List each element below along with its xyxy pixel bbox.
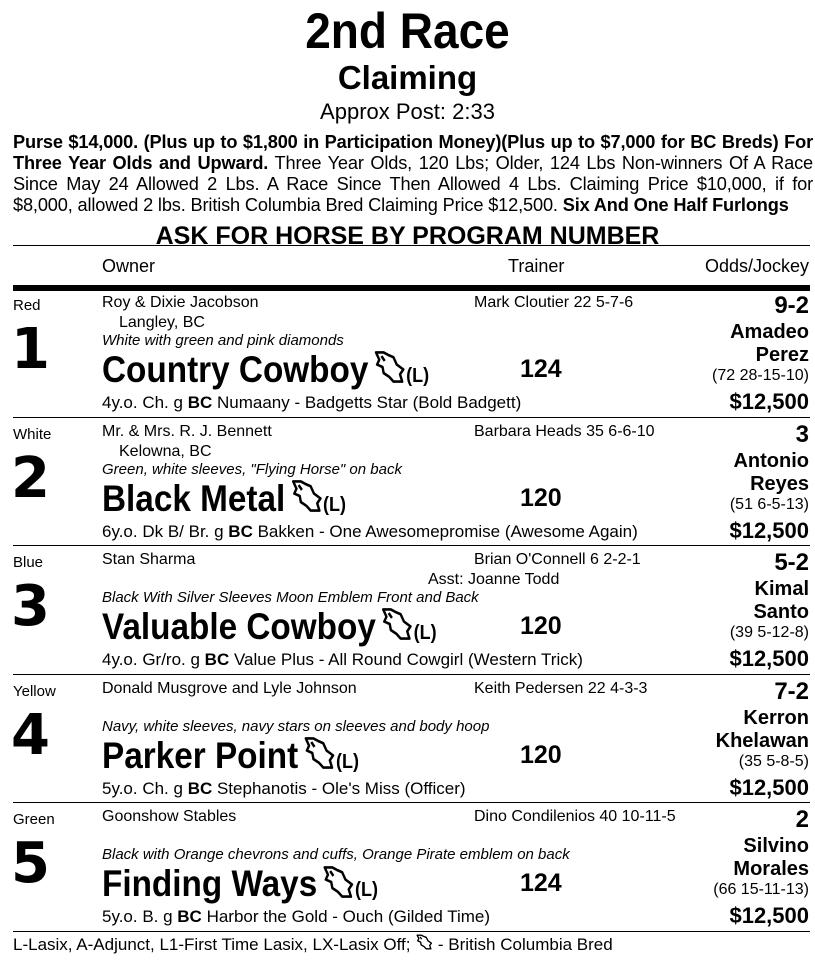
bc-bred-tag: BC (204, 650, 230, 670)
program-number: 2 (11, 445, 50, 511)
trainer: Barbara Heads 35 6-6-10 (474, 422, 655, 440)
medication: (L) (413, 622, 437, 645)
morning-line-odds: 9-2 (774, 292, 809, 319)
entry-divider (13, 931, 810, 932)
bc-map-icon (379, 607, 413, 651)
program-number: 5 (11, 831, 50, 897)
bc-map-icon (289, 479, 323, 523)
conditions-distance: Six And One Half Furlongs (562, 195, 789, 215)
program-number-banner: ASK FOR HORSE BY PROGRAM NUMBER (155, 222, 660, 250)
pedigree-age-sex: 5y.o. B. g (102, 907, 178, 927)
jockey-last-name: Khelawan (715, 729, 809, 752)
horse-name: Finding Ways (102, 863, 318, 905)
entry-divider (13, 802, 810, 803)
morning-line-odds: 3 (795, 420, 809, 448)
conditions-body: Three Year Olds, 120 Lbs; Older, 124 Lbs Non-winners Of A Race Since May 24 Allowed 2 Lbs. A Race Since Then Allowed 4 Lbs. Claiming Price $10,000, if for $8,000, allowed 2 lbs. British Columbia Bred Claiming Price $12,500. (13, 153, 813, 215)
saddlecloth-color: Yellow (13, 682, 56, 700)
pedigree (102, 779, 466, 799)
jockey-record: (51 6-5-13) (729, 495, 809, 513)
weight: 124 (520, 869, 562, 898)
jockey-record: (72 28-15-10) (712, 367, 809, 384)
trainer: Mark Cloutier 22 5-7-6 (474, 294, 634, 311)
post-time: Approx Post: 2:33 (320, 99, 495, 124)
pedigree-age-sex: 4y.o. Gr/ro. g (102, 650, 205, 670)
horse-name-line (102, 477, 346, 527)
owner-name: Mr. & Mrs. R. J. Bennett (102, 422, 272, 440)
race-type: Claiming (337, 59, 478, 96)
header-rule (13, 285, 810, 291)
claiming-price: $12,500 (729, 903, 809, 929)
horse-name: Valuable Cowboy (102, 606, 376, 648)
medication: (L) (323, 493, 347, 516)
legend-text: L-Lasix, A-Adjunct, L1-First Time Lasix, LX-Lasix Off; (13, 935, 416, 954)
claiming-price: $12,500 (729, 646, 809, 672)
bc-bred-tag: BC (187, 778, 213, 798)
silks-description: Black with Orange chevrons and cuffs, Orange Pirate emblem on back (102, 846, 570, 864)
pedigree (102, 907, 490, 927)
jockey-record: (66 15-11-13) (713, 881, 809, 899)
column-header-odds-jockey: Odds/Jockey (704, 256, 809, 276)
weight: 124 (520, 355, 562, 383)
trainer: Brian O'Connell 6 2-2-1 (474, 551, 641, 569)
medication: (L) (335, 750, 359, 773)
pedigree (102, 650, 583, 670)
jockey-first-name: Kerron (743, 706, 809, 729)
owner-name: Donald Musgrove and Lyle Johnson (102, 679, 357, 697)
race-title: 2nd Race (305, 3, 510, 59)
horse-name-line (102, 605, 437, 655)
morning-line-odds: 7-2 (774, 677, 809, 705)
weight: 120 (520, 483, 562, 512)
horse-name: Country Cowboy (102, 349, 369, 390)
pedigree-age-sex: 4y.o. Ch. g (102, 393, 188, 412)
owner-name: Roy & Dixie Jacobson (102, 294, 259, 311)
assistant-trainer: Asst: Joanne Todd (428, 571, 560, 589)
morning-line-odds: 5-2 (774, 549, 809, 577)
jockey-last-name: Morales (733, 858, 809, 881)
program-number: 3 (11, 574, 50, 640)
column-header-trainer: Trainer (508, 256, 565, 276)
owner-name: Stan Sharma (102, 551, 196, 569)
entry-divider (13, 674, 810, 675)
jockey-last-name: Perez (755, 344, 809, 366)
bc-bred-tag: BC (187, 393, 213, 412)
claiming-price: $12,500 (729, 774, 809, 800)
entry-divider (13, 545, 810, 546)
race-conditions (13, 132, 813, 216)
jockey-first-name: Kimal (754, 578, 809, 601)
horse-name-line (102, 348, 429, 398)
pedigree (102, 522, 638, 542)
trainer: Dino Condilenios 40 10-11-5 (474, 808, 676, 826)
legend-bc-label: - British Columbia Bred (433, 935, 613, 954)
medication: (L) (406, 365, 430, 387)
saddlecloth-color: Green (13, 811, 55, 829)
pedigree (102, 393, 521, 413)
bc-map-icon (302, 736, 336, 780)
weight: 120 (520, 740, 562, 769)
bc-map-icon (415, 935, 433, 954)
jockey-last-name: Santo (753, 601, 809, 624)
jockey-last-name: Reyes (750, 472, 809, 495)
bc-map-icon (321, 865, 355, 909)
silks-description: White with green and pink diamonds (102, 332, 344, 349)
legend (13, 934, 613, 956)
jockey-record: (39 5-12-8) (729, 624, 809, 642)
trainer: Keith Pedersen 22 4-3-3 (474, 679, 648, 697)
pedigree-sire-dam: Bakken - One Awesomepromise (Awesome Again) (252, 521, 638, 541)
bc-bred-tag: BC (228, 521, 253, 541)
silks-description: Black With Silver Sleeves Moon Emblem Front and Back (102, 589, 479, 607)
jockey-first-name: Antonio (733, 449, 809, 472)
bc-bred-tag: BC (177, 907, 202, 927)
owner-location: Langley, BC (119, 314, 205, 331)
saddlecloth-color: Blue (13, 554, 44, 572)
silks-description: Green, white sleeves, "Flying Horse" on back (102, 460, 402, 478)
pedigree-sire-dam: Harbor the Gold - Ouch (Gilded Time) (201, 907, 491, 927)
horse-name: Parker Point (102, 734, 299, 776)
claiming-price: $12,500 (729, 517, 809, 543)
saddlecloth-color: White (13, 425, 52, 443)
jockey-record: (35 5-8-5) (738, 752, 809, 770)
owner-location: Kelowna, BC (119, 442, 212, 460)
pedigree-age-sex: 5y.o. Ch. g (102, 778, 188, 798)
pedigree-sire-dam: Numaany - Badgetts Star (Bold Badgett) (212, 393, 522, 412)
pedigree-age-sex: 6y.o. Dk B/ Br. g (102, 521, 229, 541)
medication: (L) (355, 879, 379, 902)
conditions-intro: Purse $14,000. (Plus up to $1,800 in Participation Money)(Plus up to $7,000 for BC Breds) For Three Year Olds and Upward. (13, 132, 813, 173)
silks-description: Navy, white sleeves, navy stars on sleeves and body hoop (102, 717, 490, 735)
pedigree-sire-dam: Stephanotis - Ole's Miss (Officer) (212, 778, 466, 798)
column-header-owner: Owner (102, 256, 156, 276)
entry-divider (13, 417, 810, 418)
horse-name-line (102, 862, 378, 912)
owner-name: Goonshow Stables (102, 808, 237, 826)
weight: 120 (520, 612, 562, 641)
claiming-price: $12,500 (729, 389, 809, 414)
morning-line-odds: 2 (795, 806, 809, 834)
program-number: 1 (11, 317, 50, 382)
saddlecloth-color: Red (13, 297, 41, 314)
jockey-first-name: Amadeo (730, 321, 809, 343)
horse-name-line (102, 734, 359, 784)
pedigree-sire-dam: Value Plus - All Round Cowgirl (Western Trick) (229, 650, 583, 670)
bc-map-icon (372, 350, 406, 394)
program-number: 4 (11, 702, 50, 768)
horse-name: Black Metal (102, 477, 286, 519)
jockey-first-name: Silvino (743, 835, 809, 858)
